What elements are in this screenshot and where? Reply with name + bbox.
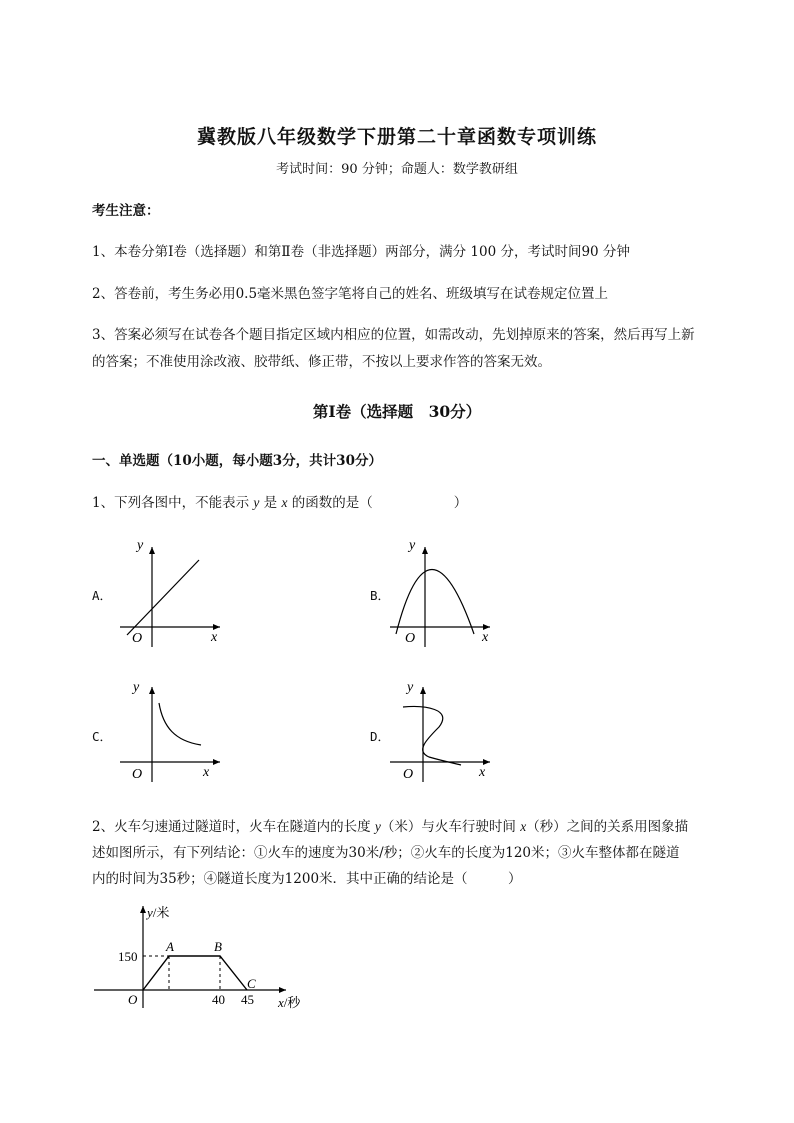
option-d-label[interactable]: D． — [370, 729, 391, 744]
q2-y-tick-150: 150 — [118, 949, 138, 964]
q1-stem-post: 的函数的是（ ） — [287, 495, 468, 511]
q1-stem-mid: 是 — [259, 495, 282, 511]
graph-b-y-label: y — [409, 538, 416, 553]
q2-line-1b: （米）与火车行驶时间 — [380, 819, 521, 835]
q2-graph — [90, 900, 330, 1015]
graph-c-y-arrow — [149, 687, 155, 694]
option-a-label[interactable]: A． — [92, 588, 113, 603]
q2-x-var: x — [278, 995, 284, 1010]
graph-c-x-arrow — [213, 759, 220, 765]
graph-c-y-label: y — [133, 680, 140, 695]
q1-stem — [92, 488, 467, 518]
graph-c-x-label: x — [203, 765, 210, 780]
graph-d — [385, 675, 500, 790]
part1-title: 第Ⅰ卷（选择题 30分） — [312, 402, 482, 421]
graph-c-origin: O — [132, 767, 143, 782]
graph-b-y-arrow — [422, 547, 428, 554]
q2-x-tick-45: 45 — [241, 992, 254, 1007]
exam-info: 考试时间：90 分钟；命题人：数学教研组 — [276, 162, 518, 177]
graph-a-origin: O — [132, 631, 143, 646]
graph-d-x-label: x — [479, 765, 486, 780]
graph-a-line — [127, 560, 199, 635]
notice-item-2: 2、答卷前，考生务必用0.5毫米黑色签字笔将自己的姓名、班级填写在试卷规定位置上 — [92, 286, 609, 302]
q2-point-b: B — [214, 939, 222, 954]
graph-b-origin: O — [405, 631, 416, 646]
q2-x-tick-40: 40 — [212, 992, 225, 1007]
graph-d-origin: O — [403, 767, 414, 782]
notice-item-3: 3、答案必须写在试卷各个题目指定区域内相应的位置，如需改动，先划掉原来的答案，然后再写上新 — [92, 327, 695, 343]
graph-a-y-arrow — [149, 547, 155, 554]
q2-point-a: A — [166, 939, 174, 954]
graph-b-parabola — [396, 570, 474, 635]
graph-d-curve — [403, 707, 461, 765]
notice-item-3-cont: 的答案；不准使用涂改液、胶带纸、修正带，不按以上要求作答的答案无效。 — [92, 354, 551, 370]
graph-b — [385, 535, 500, 650]
q2-point-c: C — [247, 976, 256, 991]
q2-y-axis-label — [145, 905, 169, 920]
q2-line-2: 述如图所示，有下列结论：①火车的速度为30米/秒；②火车的长度为120米；③火车整体都在隧道 — [92, 845, 680, 861]
q2-y-unit: /米 — [152, 905, 170, 920]
graph-a — [115, 535, 230, 650]
q2-x-unit: /秒 — [283, 995, 301, 1010]
q2-x-arrow — [279, 987, 286, 993]
graph-a-x-label: x — [211, 630, 218, 645]
graph-d-y-label: y — [407, 680, 414, 695]
q1-var-y: y — [253, 495, 260, 510]
graph-d-y-arrow — [420, 687, 426, 694]
q2-line-1c: （秒）之间的关系用图象描 — [526, 819, 689, 835]
section-heading: 一、单选题（10小题，每小题3分，共计30分） — [92, 453, 382, 469]
option-c-label[interactable]: C． — [92, 729, 113, 744]
q2-x-axis-label — [277, 995, 301, 1010]
q2-y-arrow — [140, 906, 146, 913]
q2-var-y: y — [374, 819, 381, 834]
page-title: 冀教版八年级数学下册第二十章函数专项训练 — [196, 126, 597, 148]
q2-line-3: 内的时间为35秒；④隧道长度为1200米．其中正确的结论是（ ） — [92, 871, 522, 887]
q2-y-var: y — [147, 905, 153, 920]
q2-var-x: x — [520, 819, 527, 834]
graph-c — [115, 675, 230, 790]
q2-line-1a: 2、火车匀速通过隧道时，火车在隧道内的长度 — [92, 819, 375, 835]
notice-item-1: 1、本卷分第Ⅰ卷（选择题）和第Ⅱ卷（非选择题）两部分，满分 100 分，考试时间90 分钟 — [92, 244, 630, 260]
graph-a-y-label: y — [137, 538, 144, 553]
q2-origin: O — [128, 992, 138, 1007]
option-b-label[interactable]: B． — [370, 588, 391, 603]
q2-graph-line — [143, 956, 247, 990]
notice-heading: 考生注意： — [92, 203, 160, 219]
q1-var-x: x — [281, 495, 288, 510]
graph-c-curve — [159, 703, 201, 745]
q1-stem-pre: 1、下列各图中，不能表示 — [92, 495, 254, 511]
graph-b-x-label: x — [482, 630, 489, 645]
